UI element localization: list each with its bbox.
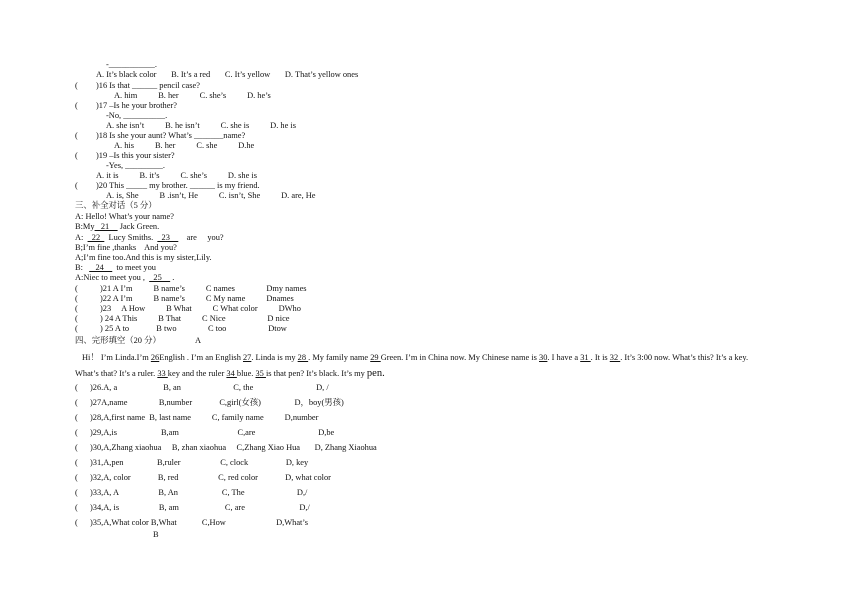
dialog-line-2: B:My 21 Jack Green.	[75, 222, 160, 231]
q15-answer-line: -___________.	[106, 60, 157, 69]
q18-stem: )18 Is she your aunt? What’s _______name?	[96, 131, 246, 140]
blank-26: 26	[150, 353, 160, 362]
q20-paren: (	[75, 181, 78, 190]
s3-row-21: )21 A I’m B name’s C names Dmy names	[100, 284, 307, 293]
s4-row-27-paren: (	[75, 398, 78, 407]
s4-row-34: )34,A, is B, am C, are D,/	[90, 503, 310, 512]
s3-row-24: ) 24 A This B That C Nice D nice	[100, 314, 290, 323]
q19-paren: (	[75, 151, 78, 160]
q17-response: -No, __________.	[106, 111, 168, 120]
section3-heading: 三、补全对话（5 分）	[75, 201, 157, 210]
blank-22: 22	[87, 233, 105, 242]
s3-row-22: )22 A I’m B name’s C My name Dnames	[100, 294, 294, 303]
s4-row-34-paren: (	[75, 503, 78, 512]
s4-row-31: )31,A,pen B,ruler C, clock D, key	[90, 458, 309, 467]
trailing-answer-b: B	[153, 530, 159, 539]
s4-row-32-paren: (	[75, 473, 78, 482]
blank-34: 34	[226, 369, 237, 378]
dialog-line-4: B;I’m fine ,thanks And you?	[75, 243, 177, 252]
q16-paren: (	[75, 81, 78, 90]
dialog-line-3: A: 22 Lucy Smiths. 23 are you?	[75, 233, 224, 242]
s4-row-30-paren: (	[75, 443, 78, 452]
q19-options: A. it is B. it’s C. she’s D. she is	[96, 171, 257, 180]
q20-options: A. is, She B .isn’t, He C. isn’t, She D. are, He	[106, 191, 316, 200]
s4-row-29-paren: (	[75, 428, 78, 437]
q19-stem: )19 –Is this your sister?	[96, 151, 175, 160]
section4-heading: 四、完形填空（20 分）	[75, 336, 161, 345]
blank-27: 27	[242, 353, 252, 362]
dialog-line-6: B: 24 to meet you	[75, 263, 156, 272]
s4-row-29: )29,A,is B,am C,are D,be	[90, 428, 335, 437]
blank-24: 24	[89, 263, 113, 272]
blank-23: 23	[157, 233, 179, 242]
s4-row-28-paren: (	[75, 413, 78, 422]
q15-options: A. It’s black color B. It’s a red C. It’s yellow D. That’s yellow ones	[96, 70, 359, 79]
section4-passage-mark: A	[195, 336, 202, 345]
dialog-line-5: A;I’m fine too.And this is my sister,Lily.	[75, 253, 212, 262]
q17-stem: )17 –Is he your brother?	[96, 101, 177, 110]
passage-line-1: Hi！ I’m Linda.I’m 26English . I’m an English 27. Linda is my 28 . My family name 29 Green. I’m in China now. My Chinese name is 30. I have a 31 . It is 32 . It’s 3:00 now. What’s this? It’s a key.	[82, 353, 749, 362]
blank-25: 25	[149, 273, 171, 282]
blank-21: 21	[94, 222, 118, 231]
s3-row-23: )23 A How B What C What color DWho	[100, 304, 301, 313]
s3-row-22-paren: (	[75, 294, 78, 303]
blank-35: 35	[255, 369, 266, 378]
passage-line-2: What’s that? It’s a ruler. 33 key and the ruler 34 blue. 35 is that pen? It’s black. It’s my pen.	[75, 368, 385, 379]
blank-29: 29	[370, 353, 381, 362]
s4-row-31-paren: (	[75, 458, 78, 467]
s4-row-26: )26.A, a B, an C, the D, /	[90, 383, 329, 392]
s4-row-33-paren: (	[75, 488, 78, 497]
q20-stem: )20 This _____ my brother. ______ is my friend.	[96, 181, 260, 190]
s3-row-21-paren: (	[75, 284, 78, 293]
blank-28: 28	[297, 353, 309, 362]
blank-32: 32	[609, 353, 621, 362]
s3-row-25: ) 25 A to B two C too Dtow	[100, 324, 287, 333]
q16-stem: )16 Is that ______ pencil case?	[96, 81, 200, 90]
dialog-line-1: A: Hello! What’s your name?	[75, 212, 174, 221]
s4-row-30: )30,A,Zhang xiaohua B, zhan xiaohua C,Zhang Xiao Hua D, Zhang Xiaohua	[90, 443, 377, 452]
blank-33: 33	[157, 369, 168, 378]
s4-row-26-paren: (	[75, 383, 78, 392]
s4-row-32: )32,A, color B, red C, red color D, what color	[90, 473, 331, 482]
s4-row-33: )33,A, A B, An C, The D,/	[90, 488, 308, 497]
q18-options: A. his B. her C. she D.he	[114, 141, 255, 150]
q17-paren: (	[75, 101, 78, 110]
s4-row-27: )27A,name B,number C,girl(女孩) D，boy(男孩)	[90, 398, 344, 407]
s4-row-35-paren: (	[75, 518, 78, 527]
blank-31: 31	[580, 353, 591, 362]
q16-options: A. him B. her C. she’s D. he’s	[114, 91, 271, 100]
blank-30: 30	[539, 353, 548, 362]
q19-response: -Yes, _________.	[106, 161, 165, 170]
s3-row-25-paren: (	[75, 324, 78, 333]
dialog-line-7: A:Niec to meet you , 25 .	[75, 273, 175, 282]
q17-options: A. she isn’t B. he isn’t C. she is D. he is	[106, 121, 296, 130]
s4-row-35: )35,A,What color B,What C,How D,What’s	[90, 518, 308, 527]
s4-row-28: )28,A,first name B, last name C, family name D,number	[90, 413, 319, 422]
q18-paren: (	[75, 131, 78, 140]
s3-row-24-paren: (	[75, 314, 78, 323]
s3-row-23-paren: (	[75, 304, 78, 313]
